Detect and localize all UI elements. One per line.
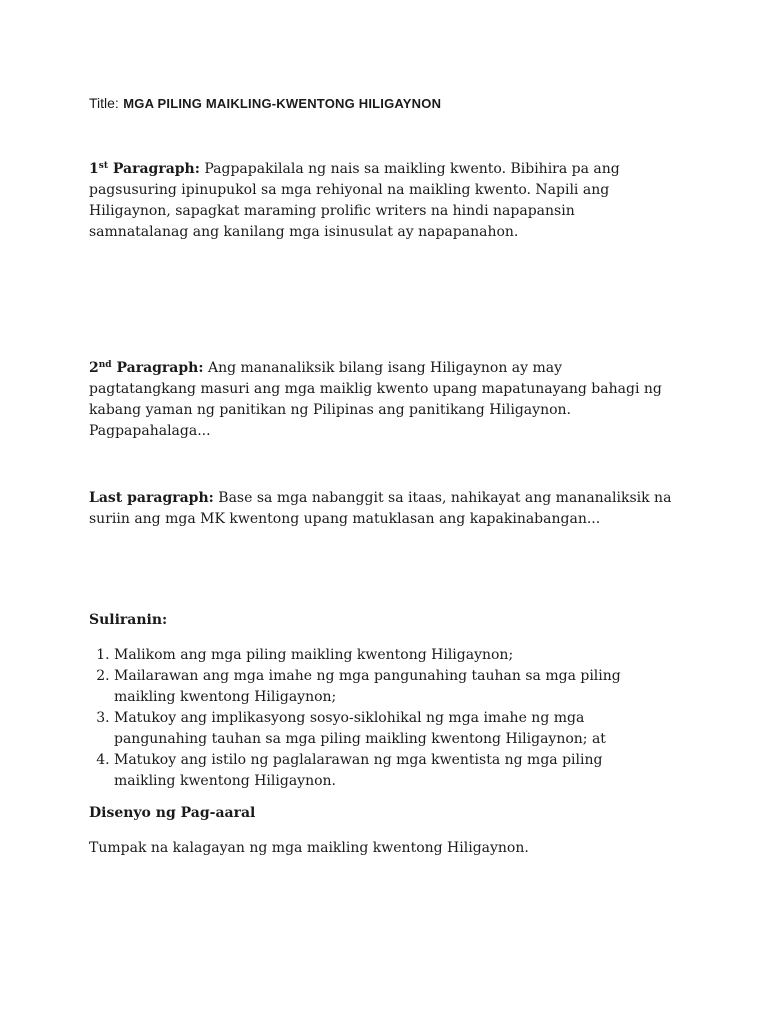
paragraph-text: Pagpapakilala ng nais sa maikling kwento. Bibihira pa ang pagsusuring ipinupukol sa mga rehiyonal na maikling kwento. Napili ang Hiligaynon, sapagkat maraming prolific writers na hindi napapansin samnatalanag ang kanilang mga isinusulat ay napapanahon. — [89, 161, 620, 240]
list-item: 3. Matukoy ang implikasyong sosyo-siklohikal ng mga imahe ng mga pangunahing tauhan sa mga piling maikling kwentong Hiligaynon; at — [114, 708, 667, 750]
document-title: MGA PILING MAIKLING-KWENTONG HILIGAYNON — [123, 96, 442, 111]
ordinal-suffix: nd — [98, 360, 112, 370]
list-item: 4. Matukoy ang istilo ng paglalarawan ng mga kwentista ng mga piling maikling kwentong Hiligaynon. — [114, 750, 667, 792]
paragraph-first — [89, 159, 649, 243]
disenyo-section — [89, 805, 689, 821]
paragraph-text: Base sa mga nabanggit sa itaas, nahikayat ang mananaliksik na suriin ang mga MK kwentong upang matuklasan ang kapakinabangan... — [89, 490, 672, 527]
suliranin-section — [89, 612, 689, 628]
ordinal-suffix: st — [98, 161, 108, 171]
disenyo-heading: Disenyo ng Pag-aaral — [89, 805, 256, 821]
suliranin-list — [67, 645, 667, 792]
suliranin-list-wrap — [67, 645, 667, 792]
paragraph-label: Last paragraph: — [89, 490, 214, 506]
disenyo-text: Tumpak na kalagayan ng mga maikling kwentong Hiligaynon. — [89, 840, 529, 856]
title-line — [89, 93, 689, 115]
list-item: 2. Mailarawan ang mga imahe ng mga pangunahing tauhan sa mga piling maikling kwentong Hiligaynon; — [114, 666, 667, 708]
paragraph-label: 2nd Paragraph: — [89, 360, 204, 376]
list-item: 1. Malikom ang mga piling maikling kwentong Hiligaynon; — [114, 645, 667, 666]
paragraph-second — [89, 358, 669, 442]
disenyo-body — [89, 838, 689, 859]
paragraph-last — [89, 488, 674, 530]
title-label: Title: — [89, 95, 119, 111]
suliranin-heading: Suliranin: — [89, 612, 168, 628]
paragraph-text: Ang mananaliksik bilang isang Hiligaynon ay may pagtatangkang masuri ang mga maiklig kwento upang mapatunayang bahagi ng kabang yaman ng panitikan ng Pilipinas ang panitikang Hiligaynon. Pagpapahalaga... — [89, 360, 662, 439]
paragraph-label: 1st Paragraph: — [89, 161, 200, 177]
